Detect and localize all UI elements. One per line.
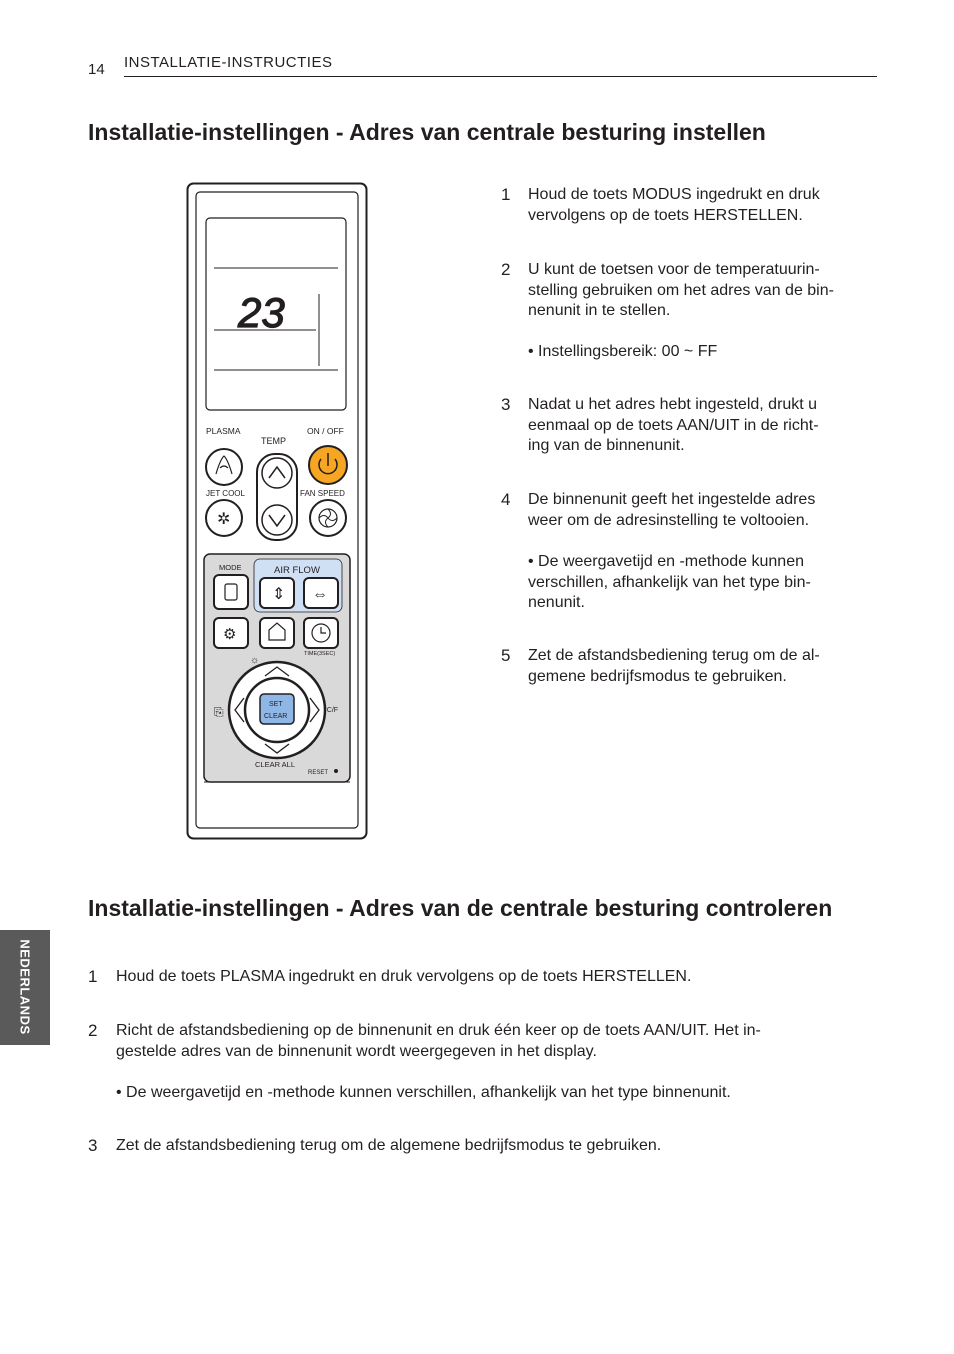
step-note: • Instellingsbereik: 00 ~ FF bbox=[528, 343, 718, 360]
step-text: U kunt de toetsen voor de temperatuurin- stelling gebruiken om het adres van de bin- nenunit in te stellen. bbox=[528, 261, 834, 319]
clear-label: CLEAR bbox=[264, 713, 288, 720]
step-number: 1 bbox=[501, 185, 511, 204]
svg-text:⇕: ⇕ bbox=[272, 586, 286, 603]
svg-text:⎘: ⎘ bbox=[214, 705, 224, 719]
on-off-label: ON / OFF bbox=[307, 426, 344, 436]
remote-control-illustration bbox=[186, 182, 368, 840]
temp-label: TEMP bbox=[261, 436, 287, 446]
clear-all-label: CLEAR ALL bbox=[255, 760, 296, 769]
temp-up-button bbox=[262, 458, 292, 488]
temp-down-button bbox=[262, 505, 292, 535]
header-rule bbox=[124, 76, 877, 77]
svg-text:✲: ✲ bbox=[217, 511, 231, 528]
section-title-set-address: Installatie-instellingen - Adres van centrale besturing instellen bbox=[88, 119, 766, 145]
page-number: 14 bbox=[88, 61, 105, 78]
step-number: 4 bbox=[501, 490, 511, 509]
step-number: 5 bbox=[501, 646, 511, 665]
mode-button bbox=[214, 575, 248, 609]
plasma-button bbox=[206, 449, 242, 485]
step-number: 2 bbox=[88, 1021, 98, 1040]
reset-label: RESET bbox=[308, 770, 329, 776]
step-number: 3 bbox=[501, 395, 511, 414]
step-text: Richt de afstandsbediening op de binnenunit en druk één keer op de toets AAN/UIT. Het in- gestelde adres van de binnenunit wordt weergegeven in het display. bbox=[116, 1022, 761, 1060]
header-section-label: INSTALLATIE-INSTRUCTIES bbox=[124, 54, 333, 71]
step-text: Zet de afstandsbediening terug om de algemene bedrijfsmodus te gebruiken. bbox=[116, 1137, 662, 1154]
step-text: Houd de toets PLASMA ingedrukt en druk vervolgens op de toets HERSTELLEN. bbox=[116, 968, 692, 985]
svg-text:☼: ☼ bbox=[250, 655, 260, 666]
step-text: Houd de toets MODUS ingedrukt en druk vervolgens op de toets HERSTELLEN. bbox=[528, 186, 820, 224]
step-text: Nadat u het adres hebt ingesteld, drukt u eenmaal op de toets AAN/UIT in de richt- ing van de binnenunit. bbox=[528, 396, 819, 454]
language-side-tab bbox=[0, 930, 50, 1045]
airflow-label: AIR FLOW bbox=[274, 565, 320, 576]
svg-text:⇔: ⇔ bbox=[312, 586, 328, 603]
set-label: SET bbox=[269, 701, 283, 708]
step-text: De binnenunit geeft het ingestelde adres weer om de adresinstelling te voltooien. bbox=[528, 491, 816, 529]
language-label: NEDERLANDS bbox=[17, 939, 33, 1035]
plasma-label: PLASMA bbox=[206, 426, 241, 436]
unit-label: °C/F bbox=[324, 707, 339, 714]
time-label: TIME(3SEC) bbox=[304, 651, 336, 657]
display-temperature: 23 bbox=[238, 289, 285, 336]
step-note: • De weergavetijd en -methode kunnen verschillen, afhankelijk van het type bin- nenunit. bbox=[528, 553, 811, 611]
step-note: • De weergavetijd en -methode kunnen verschillen, afhankelijk van het type binnenunit. bbox=[116, 1084, 731, 1101]
jet-cool-label: JET COOL bbox=[206, 489, 245, 498]
section-title-check-address: Installatie-instellingen - Adres van de centrale besturing controleren bbox=[88, 895, 833, 921]
step-number: 1 bbox=[88, 967, 98, 986]
step-text: Zet de afstandsbediening terug om de al- gemene bedrijfsmodus te gebruiken. bbox=[528, 647, 820, 685]
fan-speed-label: FAN SPEED bbox=[300, 489, 345, 498]
step-number: 3 bbox=[88, 1136, 98, 1155]
step-number: 2 bbox=[501, 260, 511, 279]
svg-text:⚙: ⚙ bbox=[223, 626, 237, 643]
mode-label: MODE bbox=[219, 563, 242, 572]
